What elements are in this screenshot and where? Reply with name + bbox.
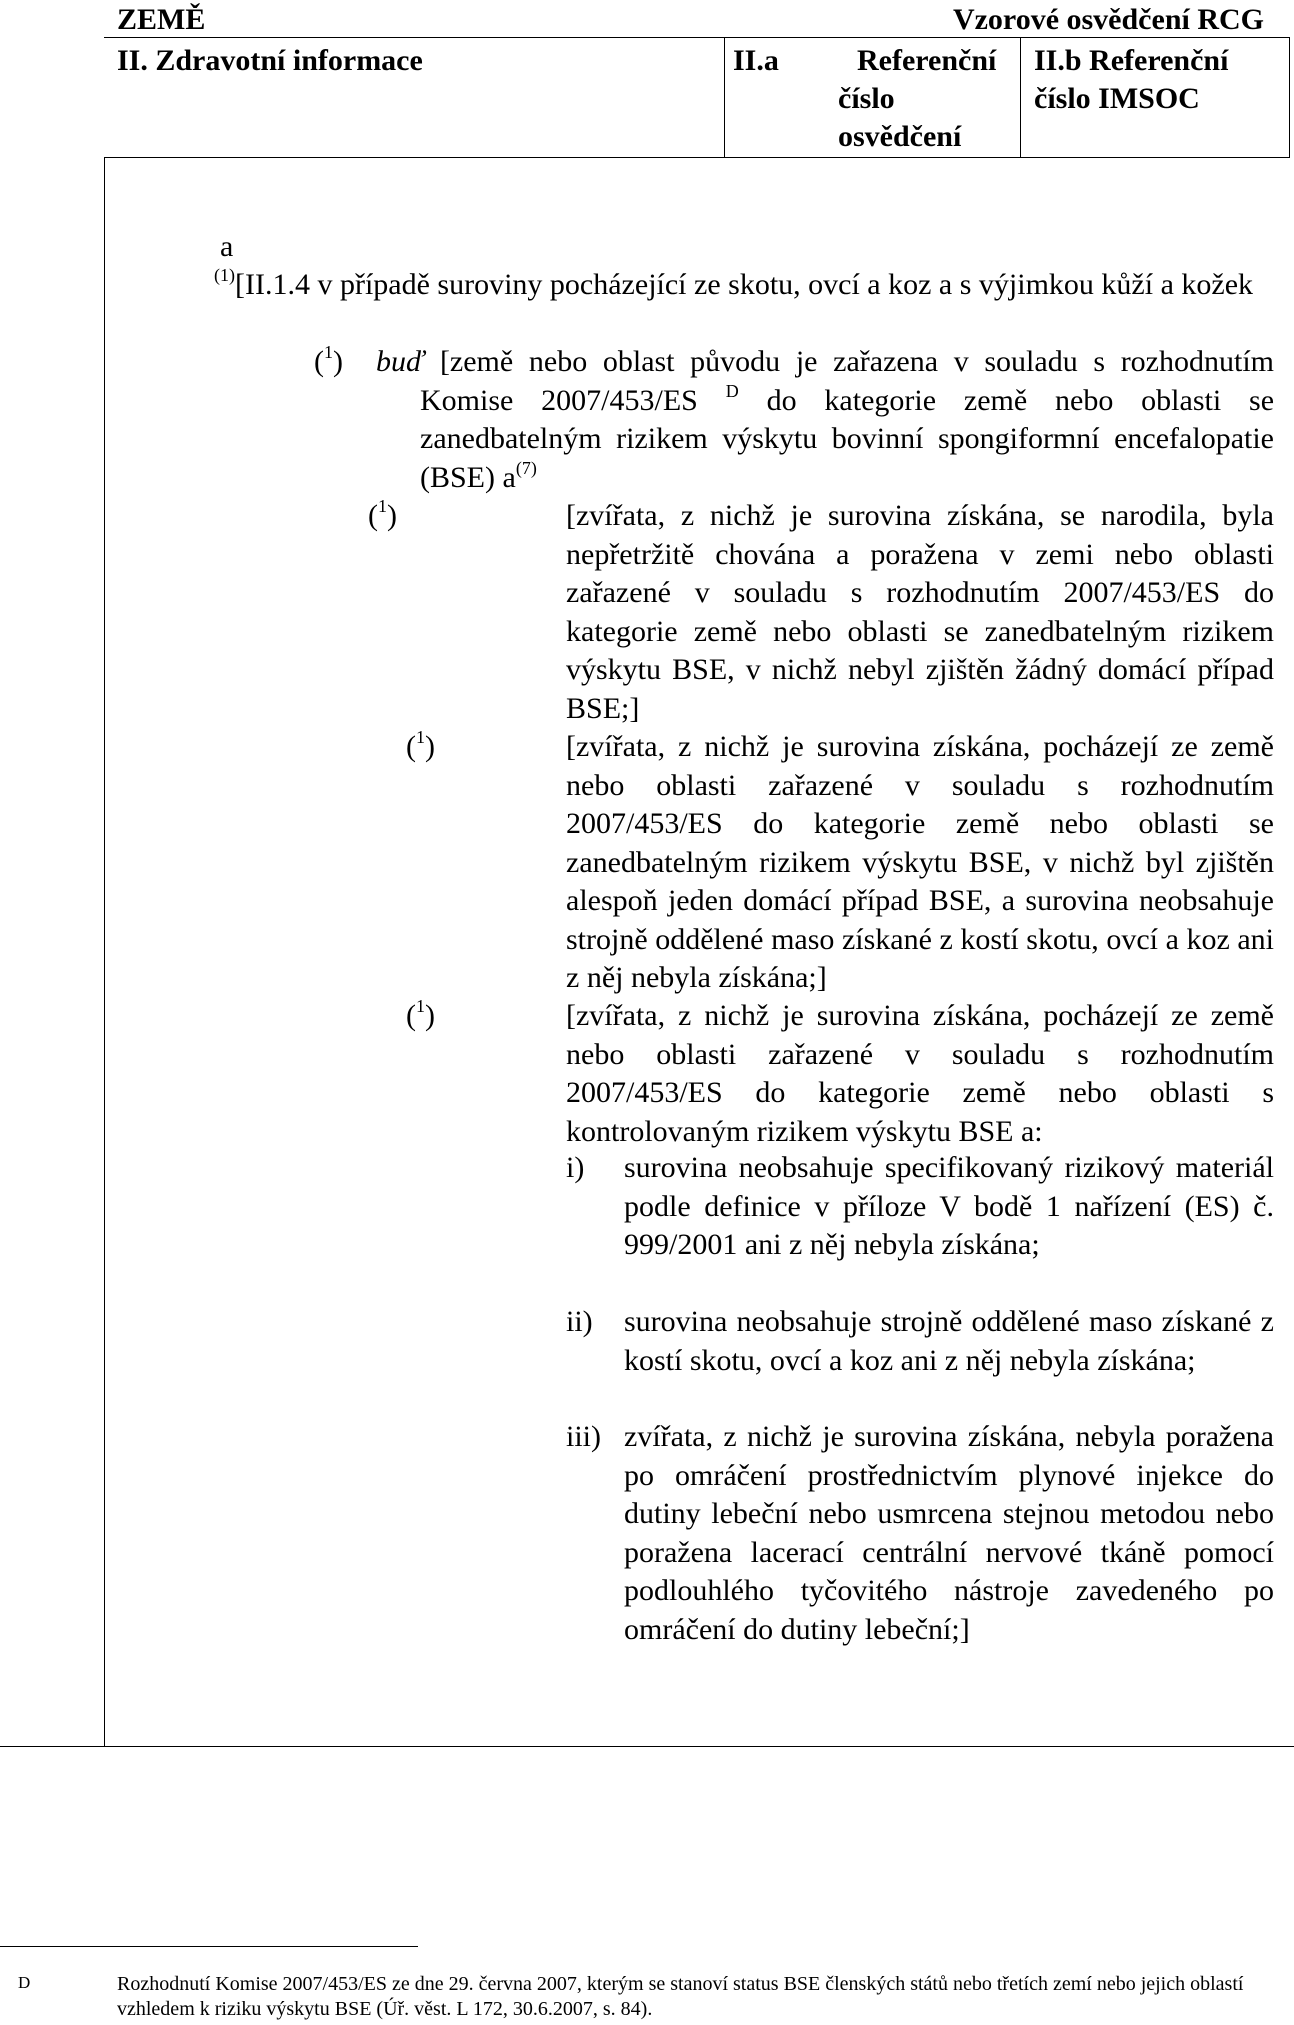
either-word: buď <box>376 345 425 378</box>
either-note-marker: ($^1$) <box>314 342 343 378</box>
footnote-marker: D <box>18 1973 31 1992</box>
body-left-border <box>104 157 105 1747</box>
sub-item-label: i) <box>566 1151 585 1184</box>
header-divider-1 <box>724 37 725 158</box>
header-divider-2 <box>1020 37 1021 158</box>
ref-b-label-2: číslo IMSOC <box>1034 82 1200 115</box>
note-7: (7) <box>515 457 537 478</box>
note-number: 1 <box>416 727 425 747</box>
header-right-border <box>1289 37 1290 158</box>
either-clause <box>364 343 1274 497</box>
clause-ii-1-4 <box>214 266 1274 305</box>
option-1-text: [zvířata, z nichž je surovina získána, se narodila, byla nepřetržitě chována a poražena v zemi nebo oblasti zařazené v souladu s rozhodnutím 2007/453/ES do kategorie země nebo oblasti se zanedbatelným rizikem výskytu BSE, v nichž nebyl zjištěn žádný domácí případ BSE;] <box>566 499 1274 725</box>
ref-a-label-2: číslo <box>838 82 895 115</box>
note-marker: (1) <box>214 265 235 285</box>
header-top-rule <box>104 37 1290 38</box>
sub-item-label: iii) <box>566 1420 601 1453</box>
either-text-post: do kategorie země nebo oblasti se zanedbatelným rizikem výskytu bovinní spongiformní encefalopatie (BSE) a <box>420 383 1275 494</box>
ref-b-label-1: II.b Referenční <box>1034 44 1229 77</box>
footnote-ref: D <box>725 380 739 401</box>
ref-a-prefix: II.a <box>733 44 779 77</box>
option-3-text: [zvířata, z nichž je surovina získána, pocházejí ze země nebo oblasti zařazené v souladu s rozhodnutím 2007/453/ES do kategorie země nebo oblasti s kontrolovaným rizikem výskytu BSE a: <box>566 999 1274 1148</box>
sub-item-text: surovina neobsahuje strojně oddělené maso získané z kostí skotu, ovcí a koz ani z něj nebyla získána; <box>624 1305 1274 1377</box>
option-3-marker: ($^1$) <box>406 996 435 1032</box>
sub-item-text: zvířata, z nichž je surovina získána, nebyla poražena po omráčení prostřednictvím plynové injekce do dutiny lebeční nebo usmrcena stejnou metodou nebo poražena lacerací centrální nervové tkáně pomocí podlouhlého tyčovitého nástroje zavedeného po omráčení do dutiny lebeční;] <box>624 1420 1274 1646</box>
footnote-text: Rozhodnutí Komise 2007/453/ES ze dne 29. června 2007, kterým se stanoví status BSE členských států nebo třetích zemí nebo jejich oblastí vzhledem k riziku výskytu BSE (Úř. věst. L 172, 30.6.2007, s. 84). <box>117 1973 1244 2020</box>
sub-item-label: ii) <box>566 1305 593 1338</box>
note-number: 1 <box>324 342 333 362</box>
option-2-text: [zvířata, z nichž je surovina získána, pocházejí ze země nebo oblasti zařazené v souladu s rozhodnutím 2007/453/ES do kategorie země nebo oblasti se zanedbatelným rizikem výskytu BSE, v nichž byl zjištěn alespoň jeden domácí případ BSE, a surovina neobsahuje strojně oddělené maso získané z kostí skotu, ovcí a koz ani z něj nebyla získána;] <box>566 730 1274 994</box>
sub-item-text: surovina neobsahuje specifikovaný rizikový materiál podle definice v příloze V bodě 1 nařízení (ES) č. 999/2001 ani z něj nebyla získána; <box>624 1151 1274 1261</box>
ref-a-label-1: Referenční <box>857 44 997 77</box>
section-title: II. Zdravotní informace <box>117 44 423 77</box>
country-label: ZEMĚ <box>117 3 206 36</box>
header-bottom-rule <box>104 157 1290 158</box>
footnote-separator <box>0 1946 418 1947</box>
intro-text: a <box>220 230 234 263</box>
either-text-pre: [země nebo oblast původu je zařazena v souladu s rozhodnutím Komise 2007/453/ES <box>420 345 1275 417</box>
note-number: 1 <box>378 496 387 516</box>
clause-text: [II.1.4 v případě suroviny pocházející ze skotu, ovcí a koz a s výjimkou kůží a kožek <box>235 268 1254 301</box>
option-1-marker: ($^1$) <box>368 496 397 532</box>
body-bottom-rule <box>0 1746 1294 1747</box>
certificate-title: Vzorové osvědčení RCG <box>952 3 1264 36</box>
ref-a-label-3: osvědčení <box>838 120 962 153</box>
option-2-marker: ($^1$) <box>406 727 435 763</box>
note-number: 1 <box>416 996 425 1016</box>
